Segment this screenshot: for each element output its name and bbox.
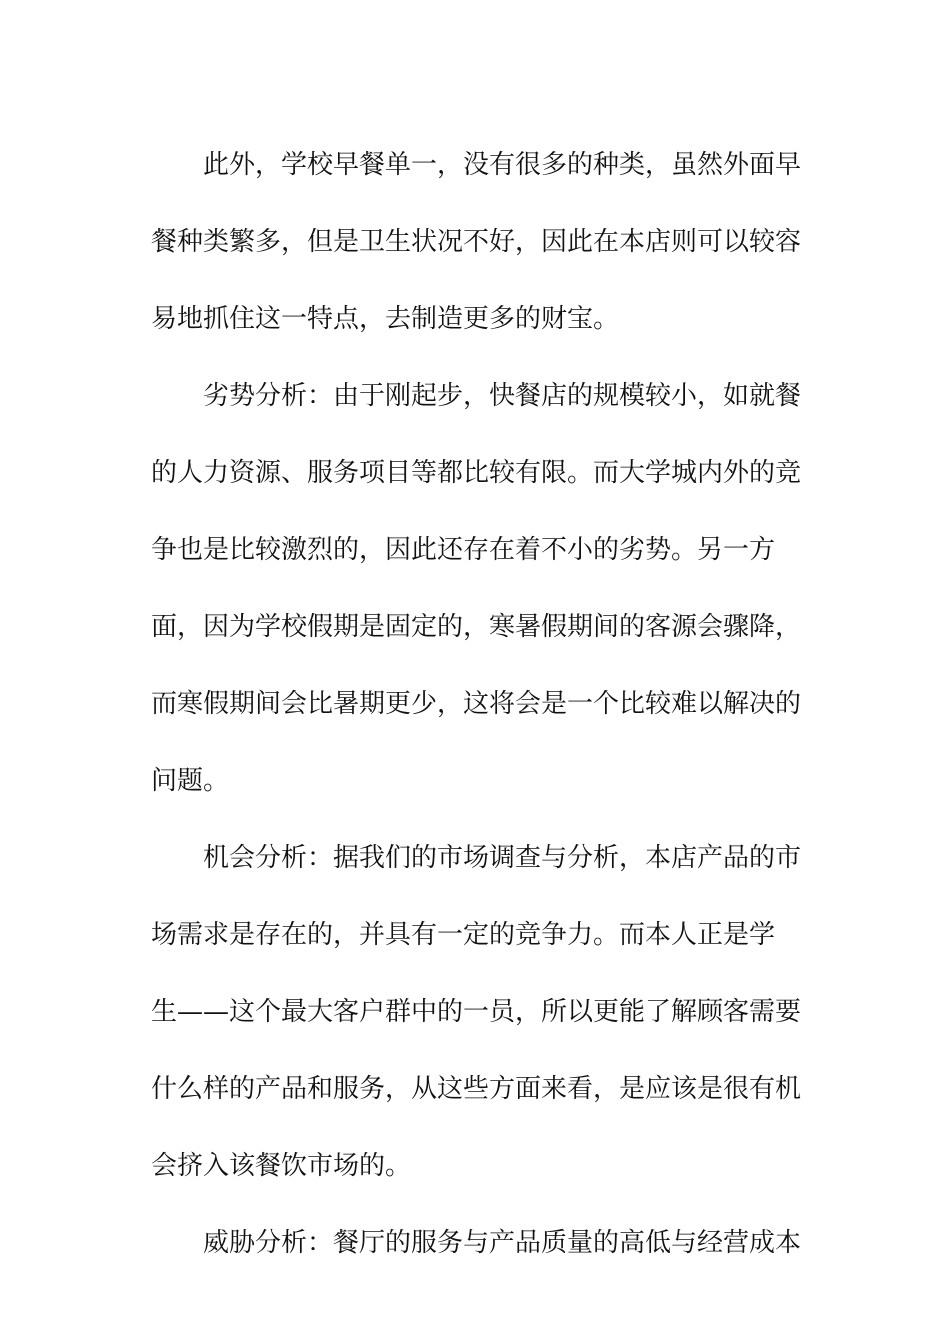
text-line: 问题。 — [151, 766, 230, 796]
text-line: 争也是比较激烈的，因此还存在着不小的劣势。另一方 — [151, 535, 776, 565]
text-line: 生——这个最大客户群中的一员，所以更能了解顾客需要 — [151, 997, 802, 1027]
text-line: 什么样的产品和服务，从这些方面来看，是应该是很有机 — [151, 1074, 802, 1104]
text-line: 劣势分析：由于刚起步，快餐店的规模较小，如就餐 — [203, 381, 802, 411]
paragraph-opportunity — [151, 820, 811, 1205]
text-line: 易地抓住这一特点，去制造更多的财宝。 — [151, 304, 620, 334]
text-line: 场需求是存在的，并具有一定的竞争力。而本人正是学 — [151, 920, 776, 950]
text-line: 的人力资源、服务项目等都比较有限。而大学城内外的竞 — [151, 458, 802, 488]
paragraph-threat — [151, 1205, 811, 1282]
text-line: 面，因为学校假期是固定的，寒暑假期间的客源会骤降， — [151, 612, 802, 642]
paragraph-breakfast — [151, 127, 811, 358]
paragraph-weakness — [151, 358, 811, 820]
body-text — [151, 127, 811, 1282]
text-line: 机会分析：据我们的市场调查与分析，本店产品的市 — [203, 843, 802, 873]
text-line: 餐种类繁多，但是卫生状况不好，因此在本店则可以较容 — [151, 227, 802, 257]
text-line: 威胁分析：餐厅的服务与产品质量的高低与经营成本 — [203, 1228, 802, 1258]
text-line: 而寒假期间会比暑期更少，这将会是一个比较难以解决的 — [151, 689, 802, 719]
text-line: 会挤入该餐饮市场的。 — [151, 1151, 412, 1181]
text-line: 此外，学校早餐单一，没有很多的种类，虽然外面早 — [203, 150, 802, 180]
